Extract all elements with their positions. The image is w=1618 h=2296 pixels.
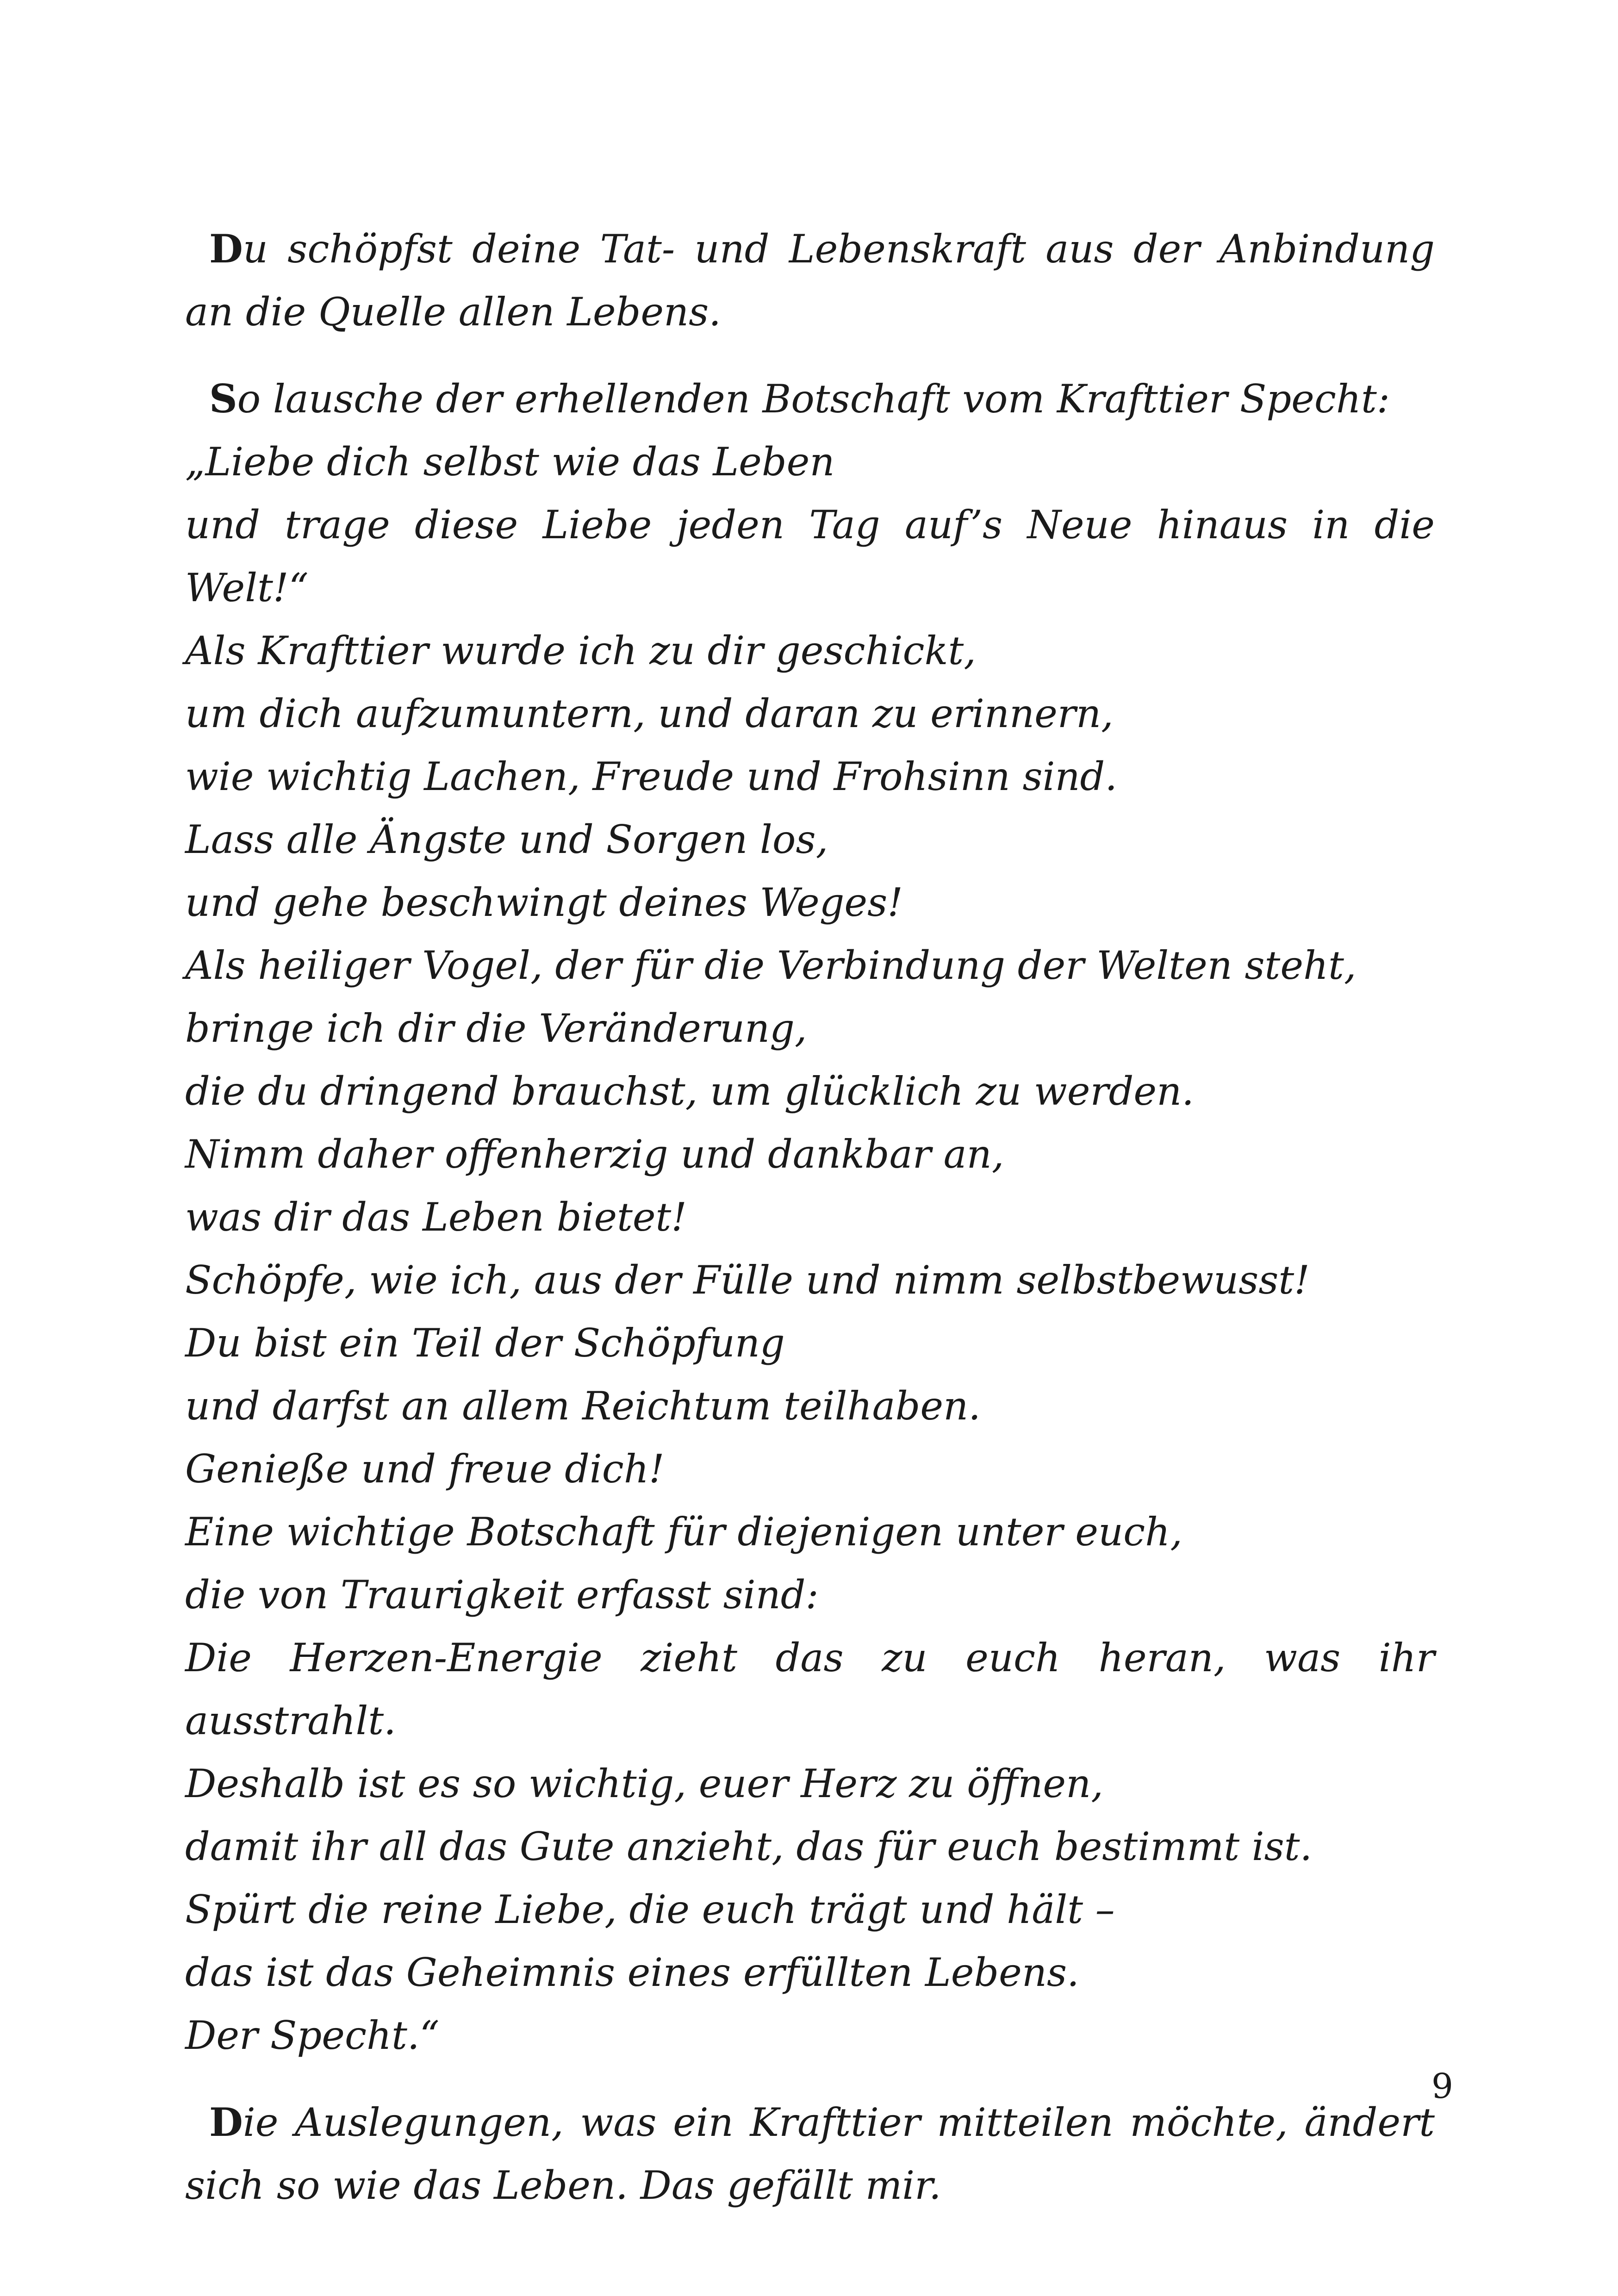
body-text: [185, 218, 1435, 2241]
verse-line: Die Herzen-Energie zieht das zu euch heran, was ihr ausstrahlt.: [185, 1635, 1435, 1743]
verse-line: [185, 367, 1435, 430]
paragraph-closing: [185, 2091, 1435, 2217]
verse-line: Deshalb ist es so wichtig, euer Herz zu öffnen,: [185, 1761, 1103, 1806]
verse-line: Als heiliger Vogel, der für die Verbindung der Welten steht,: [185, 943, 1357, 988]
page-number: 9: [1431, 2066, 1453, 2106]
paragraph-message: [185, 367, 1435, 2067]
paragraph-intro: [185, 218, 1435, 343]
verse-line: Als Krafttier wurde ich zu dir geschickt,: [185, 628, 976, 673]
verse-line: die du dringend brauchst, um glücklich zu werden.: [185, 1069, 1194, 1114]
paragraph-initial: D: [209, 226, 243, 272]
verse-line: und gehe beschwingt deines Weges!: [185, 880, 903, 925]
verse-line: wie wichtig Lachen, Freude und Frohsinn sind.: [185, 754, 1118, 799]
verse-line: um dich aufzumuntern, und daran zu erinnern,: [185, 691, 1114, 736]
verse-line: das ist das Geheimnis eines erfüllten Lebens.: [185, 1950, 1079, 1995]
verse-line: Nimm daher offenherzig und dankbar an,: [185, 1132, 1004, 1177]
paragraph-text: ie Auslegungen, was ein Krafttier mitteilen möchte, ändert sich so wie das Leben. Das gefällt mir.: [185, 2100, 1435, 2208]
paragraph-initial: S: [209, 376, 237, 422]
verse-line: Lass alle Ängste und Sorgen los,: [185, 817, 828, 862]
verse-line: und trage diese Liebe jeden Tag auf’s Neue hinaus in die Welt!“: [185, 502, 1435, 610]
verse-line: die von Traurigkeit erfasst sind:: [185, 1572, 819, 1618]
verse-line: und darfst an allem Reichtum teilhaben.: [185, 1383, 981, 1429]
verse-line: Du bist ein Teil der Schöpfung: [185, 1320, 785, 1366]
verse-line: was dir das Leben bietet!: [185, 1195, 687, 1240]
verse-line: Schöpfe, wie ich, aus der Fülle und nimm selbstbewusst!: [185, 1257, 1310, 1303]
paragraph-text: u schöpfst deine Tat- und Lebenskraft aus der Anbindung an die Quelle allen Lebens.: [185, 226, 1435, 335]
verse-line: Der Specht.“: [185, 2013, 440, 2058]
paragraph-initial: D: [209, 2099, 243, 2145]
verse-line: Eine wichtige Botschaft für diejenigen unter euch,: [185, 1509, 1182, 1555]
verse-line: damit ihr all das Gute anzieht, das für euch bestimmt ist.: [185, 1824, 1313, 1869]
verse-line: „Liebe dich selbst wie das Leben: [185, 439, 835, 485]
verse-line: bringe ich dir die Veränderung,: [185, 1006, 807, 1051]
verse-line: Spürt die reine Liebe, die euch trägt und hält –: [185, 1887, 1115, 1932]
verse-line-text: o lausche der erhellenden Botschaft vom Krafttier Specht:: [237, 376, 1390, 422]
verse-line: Genieße und freue dich!: [185, 1446, 665, 1492]
